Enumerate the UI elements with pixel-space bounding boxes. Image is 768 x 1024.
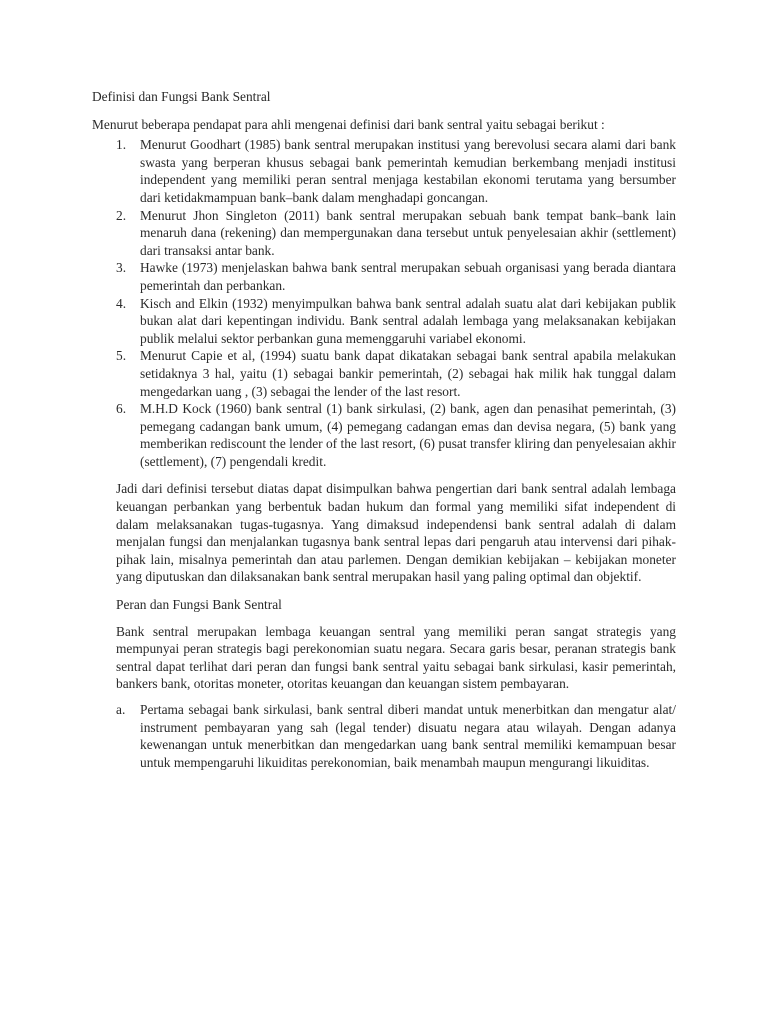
definition-list [92,136,676,470]
list-item-text: M.H.D Kock (1960) bank sentral (1) bank sirkulasi, (2) bank, agen dan penasihat pemerintah, (3) pemegang cadangan bank umum, (4) pemegang cadangan emas dan devisa negara, (5) bank yang memberikan rediscount the lender of the last resort, (6) pusat transfer kliring dan penyelesaian akhir (settlement), (7) pengendali kredit. [140,401,676,469]
list-item [92,400,676,470]
list-item [92,259,676,294]
list-item-text: Pertama sebagai bank sirkulasi, bank sentral diberi mandat untuk menerbitkan dan mengatur alat/ instrument pembayaran yang sah (legal tender) disuatu negara atau wilayah. Dengan adanya kewenangan untuk menerbitkan dan mengedarkan uang bank sentral memiliki kemampuan besar untuk mempengaruhi likuiditas perekonomian, baik menambah maupun mengurangi likuiditas. [140,702,676,770]
roles-list [92,701,676,771]
list-marker: 2. [116,207,127,223]
list-item-text: Menurut Jhon Singleton (2011) bank sentral merupakan sebuah bank tempat bank–bank lain menaruh dana (rekening) dan mempergunakan dana tersebut untuk penyelesaian akhir (settlement) dari transaksi antar bank. [140,207,676,258]
list-marker: 5. [116,348,127,364]
document-body [92,88,676,781]
list-item-text: Hawke (1973) menjelaskan bahwa bank sentral merupakan sebuah organisasi yang berada diantara pemerintah dan perbankan. [140,260,676,293]
list-item-text: Menurut Goodhart (1985) bank sentral merupakan institusi yang berevolusi secara alami dari bank swasta yang berperan khusus sebagai bank pemerintah kemudian berkembang menjadi institusi independent yang memiliki peran sentral menjaga kestabilan ekonomi terutama yang bersumber dari ketidakmampuan bank–bank dalam menghadapi goncangan. [140,137,676,205]
conclusion-paragraph: Jadi dari definisi tersebut diatas dapat disimpulkan bahwa pengertian dari bank sentral adalah lembaga keuangan perbankan yang berbentuk badan hukum dan formal yang memiliki sifat independent di dalam melaksanakan tugas-tugasnya. Yang dimaksud independensi bank sentral adalah di dalam menjalan fungsi dan menjalankan tugasnya bank sentral lepas dari pengaruh atau intervensi dari pihak-pihak lain, misalnya pemerintah dan atau parlemen. Dengan demikian kebijakan – kebijakan moneter yang diputuskan dan dilaksanakan bank sentral merupakan hasil yang paling optimal dan objektif. [116,481,676,585]
list-item [92,347,676,400]
list-marker: 1. [116,137,127,153]
list-item [92,295,676,348]
list-item [92,701,676,771]
list-marker: 4. [116,295,127,311]
list-marker: a. [116,702,126,717]
section-intro-paragraph: Bank sentral merupakan lembaga keuangan sentral yang memiliki peran sangat strategis yang mempunyai peran strategis bagi perekonomian suatu negara. Secara garis besar, peranan strategis bank sentral dapat terlihat dari peran dan fungsi bank sentral yaitu sebagai bank sirkulasi, kasir pemerintah, bankers bank, otoritas moneter, otoritas keuangan dan keuangan sistem pembayaran. [116,623,676,692]
document-title: Definisi dan Fungsi Bank Sentral [92,89,271,104]
section-heading: Peran dan Fungsi Bank Sentral [116,597,282,613]
list-item-text: Kisch and Elkin (1932) menyimpulkan bahwa bank sentral adalah suatu alat dari kebijakan publik bukan alat dari kepentingan individu. Bank sentral adalah lembaga yang melaksanakan kebijakan publik melalui sektor perbankan guna memenggaruhi variabel ekonomi. [140,295,676,346]
list-item [92,207,676,260]
list-marker: 6. [116,401,127,417]
list-item [92,136,676,206]
intro-paragraph: Menurut beberapa pendapat para ahli mengenai definisi dari bank sentral yaitu sebagai berikut : [92,116,605,132]
list-marker: 3. [116,260,127,276]
list-item-text: Menurut Capie et al, (1994) suatu bank dapat dikatakan sebagai bank sentral apabila melakukan setidaknya 3 hal, yaitu (1) sebagai bankir pemerintah, (2) sebagai hak milik hak tunggal dalam mengedarkan uang , (3) sebagai the lender of the last resort. [140,348,676,399]
